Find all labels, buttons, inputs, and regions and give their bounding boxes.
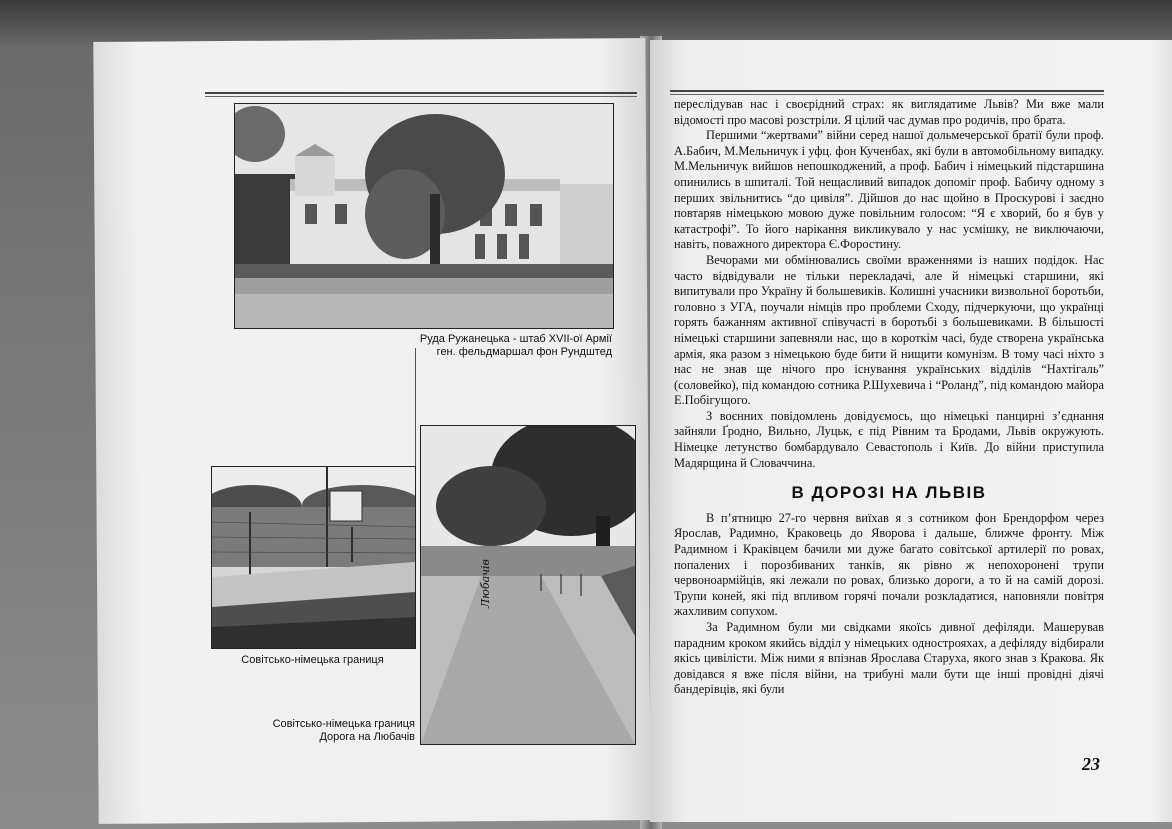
photo2-caption-line: Совітсько-німецька границя (241, 654, 384, 666)
photo3-caption (250, 718, 415, 744)
right-header-rule (670, 90, 1104, 92)
photo1-caption-line2: ген. фельдмаршал фон Рундштед (436, 346, 612, 358)
right-page-body (674, 97, 1104, 698)
photo3-caption-line1: Совітсько-німецька границя (272, 718, 415, 730)
photo-soviet-german-border (211, 466, 416, 649)
left-header-rule (205, 92, 637, 94)
road-photo-handwritten-inscription: Любачів (479, 559, 492, 608)
photo1-caption-line1: Руда Ружанецька - штаб XVII-ої Армії (419, 333, 612, 345)
paragraph: З воєнних повідомлень довідуємось, що німецькі панцирні з’єднання зайняли Ґродно, Вильно, Луцьк, є під Рівним та Бродами, Львів окружують. Німецке летунство бомбардувало Севастополь і Київ. До війни приступила Мадярщина й Словаччина. (674, 408, 1104, 470)
photo-road-to-lyubachiv (420, 425, 636, 745)
manor-photo-icon (235, 104, 613, 328)
paragraph: переслідував нас і своєрідний страх: як виглядатиме Львів? Ми вже мали відомості про масові розстріли. Я цілий час думав про родичів, про брата. (674, 97, 1104, 127)
page-number: 23 (1082, 754, 1100, 774)
paragraph: В п’ятницю 27-го червня виїхав я з сотником фон Брендорфом через Ярослав, Радимно, Краковець до Яворова і дальше, ближче фронту. Між Радимном і Краківцем бачили ми дуже багато совітської артилерії по ровах, попалених і порозбиваних танків, як рівно ж непохоронені трупи червоноармійців, які лежали по ровах, близько дороги, а то й на самій дорозі. Трупи коней, які під впливом горячі почали розкладатися, наповняли повітря жахливим сопухом. (674, 510, 1104, 619)
photo-ruda-ruzhanetska-manor (234, 103, 614, 329)
photo2-caption (211, 654, 414, 667)
section-heading: В ДОРОЗІ НА ЛЬВІВ (791, 483, 987, 503)
photo3-caption-line2: Дорога на Любачів (319, 731, 415, 743)
paragraph: Вечорами ми обмінювались своїми враженнями із наших подідок. Нас часто відвідували не тільки перекладачі, але й німецькі старшини, які випитували про Україну й большевиків. Колишні учасники визвольної боротьби, головно з УГА, поучали німців про проблеми Сходу, підчеркуючи, що українці горять бажанням активної співучасті в боротьбі з большевиками. В більшості німецькі старшини запевняли нас, що в короткім часі, буде створена українська армія, яка разом з німецькою буде бити й нищити комунізм. В тому часі ніхто з нас не знав ще нічого про існування українських відділів “Нахтігаль” (соловейко), під командою сотника Р.Шухевича і “Роланд”, під командою майора Е.Побігущого. (674, 252, 1104, 408)
paragraph: Першими “жертвами” війни серед нашої дольмечерської братії були проф. А.Бабич, М.Мельничук і уфц. фон Кученбах, які були в автомобільному випадку. М.Мельничук вийшов непошкоджений, а проф. Бабич і німецький підстаршина опинились в шпиталі. Той нещасливий випадок допоміг проф. Бабичу одному з перших звільнитись “до цивіля”. Дійшов до нас щойно в Проскурові і заєдно повтаряв німецькою мовою дуже повільним голосом: “Я є хворий, бо я був у катастрофі”. То його нарікання викликувало у нас усмішку, не виключаючи, навіть, поважного директора Є.Форостину. (674, 128, 1104, 252)
paragraph: За Радимном були ми свідками якоїсь дивної дефіляди. Машерував парадним кроком якийсь відділ у німецьких однострояхах, а дефіляду відбирали якісь цивілісти. Між ними я впізнав Ярослава Старуха, якого знав з Кракова. Як довідався я вже після війни, на трибуні мали бути ще інші провідні діячі бандерівців, які були (674, 620, 1104, 697)
road-photo-icon (421, 426, 635, 744)
photo-divider (415, 348, 416, 466)
border-photo-icon (212, 467, 415, 648)
